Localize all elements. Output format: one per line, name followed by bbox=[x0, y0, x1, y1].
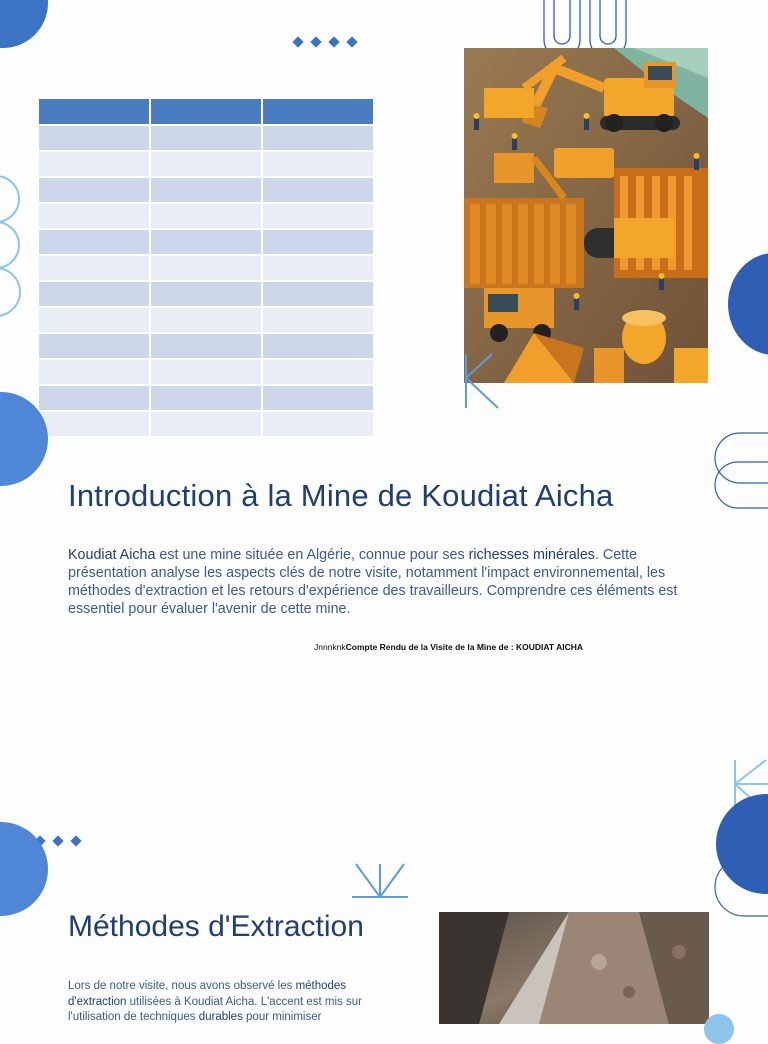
decor-circle-right bbox=[728, 253, 768, 355]
decor-circle-top-left bbox=[0, 0, 48, 48]
table-cell bbox=[262, 203, 373, 229]
table-cell bbox=[262, 255, 373, 281]
decor-scallops-left bbox=[0, 174, 28, 320]
table-row bbox=[39, 281, 373, 307]
table-cell bbox=[150, 411, 261, 436]
table-cell bbox=[39, 177, 150, 203]
table-cell bbox=[262, 229, 373, 255]
intro-highlight: richesses minérales bbox=[468, 547, 595, 563]
table-cell bbox=[150, 255, 261, 281]
table-cell bbox=[262, 359, 373, 385]
table-row bbox=[39, 229, 373, 255]
document-caption bbox=[314, 642, 583, 652]
table-cell bbox=[150, 307, 261, 333]
table-row bbox=[39, 203, 373, 229]
table-cell bbox=[262, 281, 373, 307]
table-cell bbox=[39, 307, 150, 333]
intro-text-1: est une mine située en Algérie, connue pour ses bbox=[155, 547, 469, 563]
decor-loops-right bbox=[714, 432, 768, 516]
table-header-cell bbox=[262, 99, 373, 125]
table-cell bbox=[39, 385, 150, 411]
table-cell bbox=[150, 333, 261, 359]
intro-title: Introduction à la Mine de Koudiat Aicha bbox=[68, 478, 614, 513]
table-cell bbox=[262, 411, 373, 436]
table-cell bbox=[39, 281, 150, 307]
table-row bbox=[39, 411, 373, 436]
table-cell bbox=[150, 385, 261, 411]
caption-prefix: Jnnnknk bbox=[314, 642, 346, 652]
decor-loop-right-lower bbox=[712, 854, 768, 920]
table-header-cell bbox=[39, 99, 150, 125]
table-cell bbox=[262, 151, 373, 177]
table-cell bbox=[39, 333, 150, 359]
table-cell bbox=[39, 359, 150, 385]
table-row bbox=[39, 255, 373, 281]
extraction-highlight-1: méthodes d'extraction bbox=[68, 980, 347, 1008]
table-cell bbox=[150, 203, 261, 229]
table-cell bbox=[150, 177, 261, 203]
table-cell bbox=[39, 411, 150, 436]
data-table bbox=[39, 99, 373, 436]
table-cell bbox=[150, 151, 261, 177]
decor-diamonds-top bbox=[294, 38, 356, 46]
table-row bbox=[39, 125, 373, 151]
table-cell bbox=[150, 125, 261, 151]
table-row bbox=[39, 385, 373, 411]
table-cell bbox=[39, 125, 150, 151]
table-row bbox=[39, 307, 373, 333]
extraction-paragraph bbox=[68, 979, 403, 1026]
caption-title: Compte Rendu de la Visite de la Mine de : KOUDIAT AICHA bbox=[345, 642, 584, 652]
table-cell bbox=[262, 125, 373, 151]
decor-fan-lines bbox=[350, 862, 410, 900]
intro-mine-name: Koudiat Aicha bbox=[68, 547, 156, 563]
table-cell bbox=[150, 229, 261, 255]
extraction-text-2: utilisées à Koudiat Aicha. L'accent est mis sur l'utilisation de techniques bbox=[68, 995, 362, 1023]
table-header-row bbox=[39, 99, 373, 125]
extraction-text-3: pour minimiser bbox=[242, 1011, 322, 1023]
table-cell bbox=[262, 307, 373, 333]
table-row bbox=[39, 177, 373, 203]
extraction-text-1: Lors de notre visite, nous avons observé les bbox=[68, 980, 296, 992]
extraction-title: Méthodes d'Extraction bbox=[68, 910, 364, 943]
table-row bbox=[39, 151, 373, 177]
intro-paragraph bbox=[68, 546, 688, 618]
table-header-cell bbox=[150, 99, 261, 125]
extraction-highlight-2: durables bbox=[198, 1011, 243, 1023]
table-cell bbox=[39, 229, 150, 255]
table-row bbox=[39, 359, 373, 385]
table-cell bbox=[262, 177, 373, 203]
table-cell bbox=[262, 385, 373, 411]
mining-scene-illustration bbox=[464, 48, 708, 383]
table-cell bbox=[39, 151, 150, 177]
table-cell bbox=[150, 281, 261, 307]
decor-circle-bottom-right bbox=[704, 1014, 734, 1044]
table-cell bbox=[39, 255, 150, 281]
intro-text-2: . Cette présentation analyse les aspects clés de notre visite, notamment l'impact environnemental, les méthodes d'extraction et les retours d'expérience des travailleurs. Comprendre ces éléments est essentiel pour évaluer l'avenir de cette mine. bbox=[68, 547, 678, 617]
table-cell bbox=[39, 203, 150, 229]
table-cell bbox=[150, 359, 261, 385]
rock-photo bbox=[439, 912, 709, 1024]
table-row bbox=[39, 333, 373, 359]
decor-arrow-lines bbox=[462, 352, 502, 410]
table-cell bbox=[262, 333, 373, 359]
